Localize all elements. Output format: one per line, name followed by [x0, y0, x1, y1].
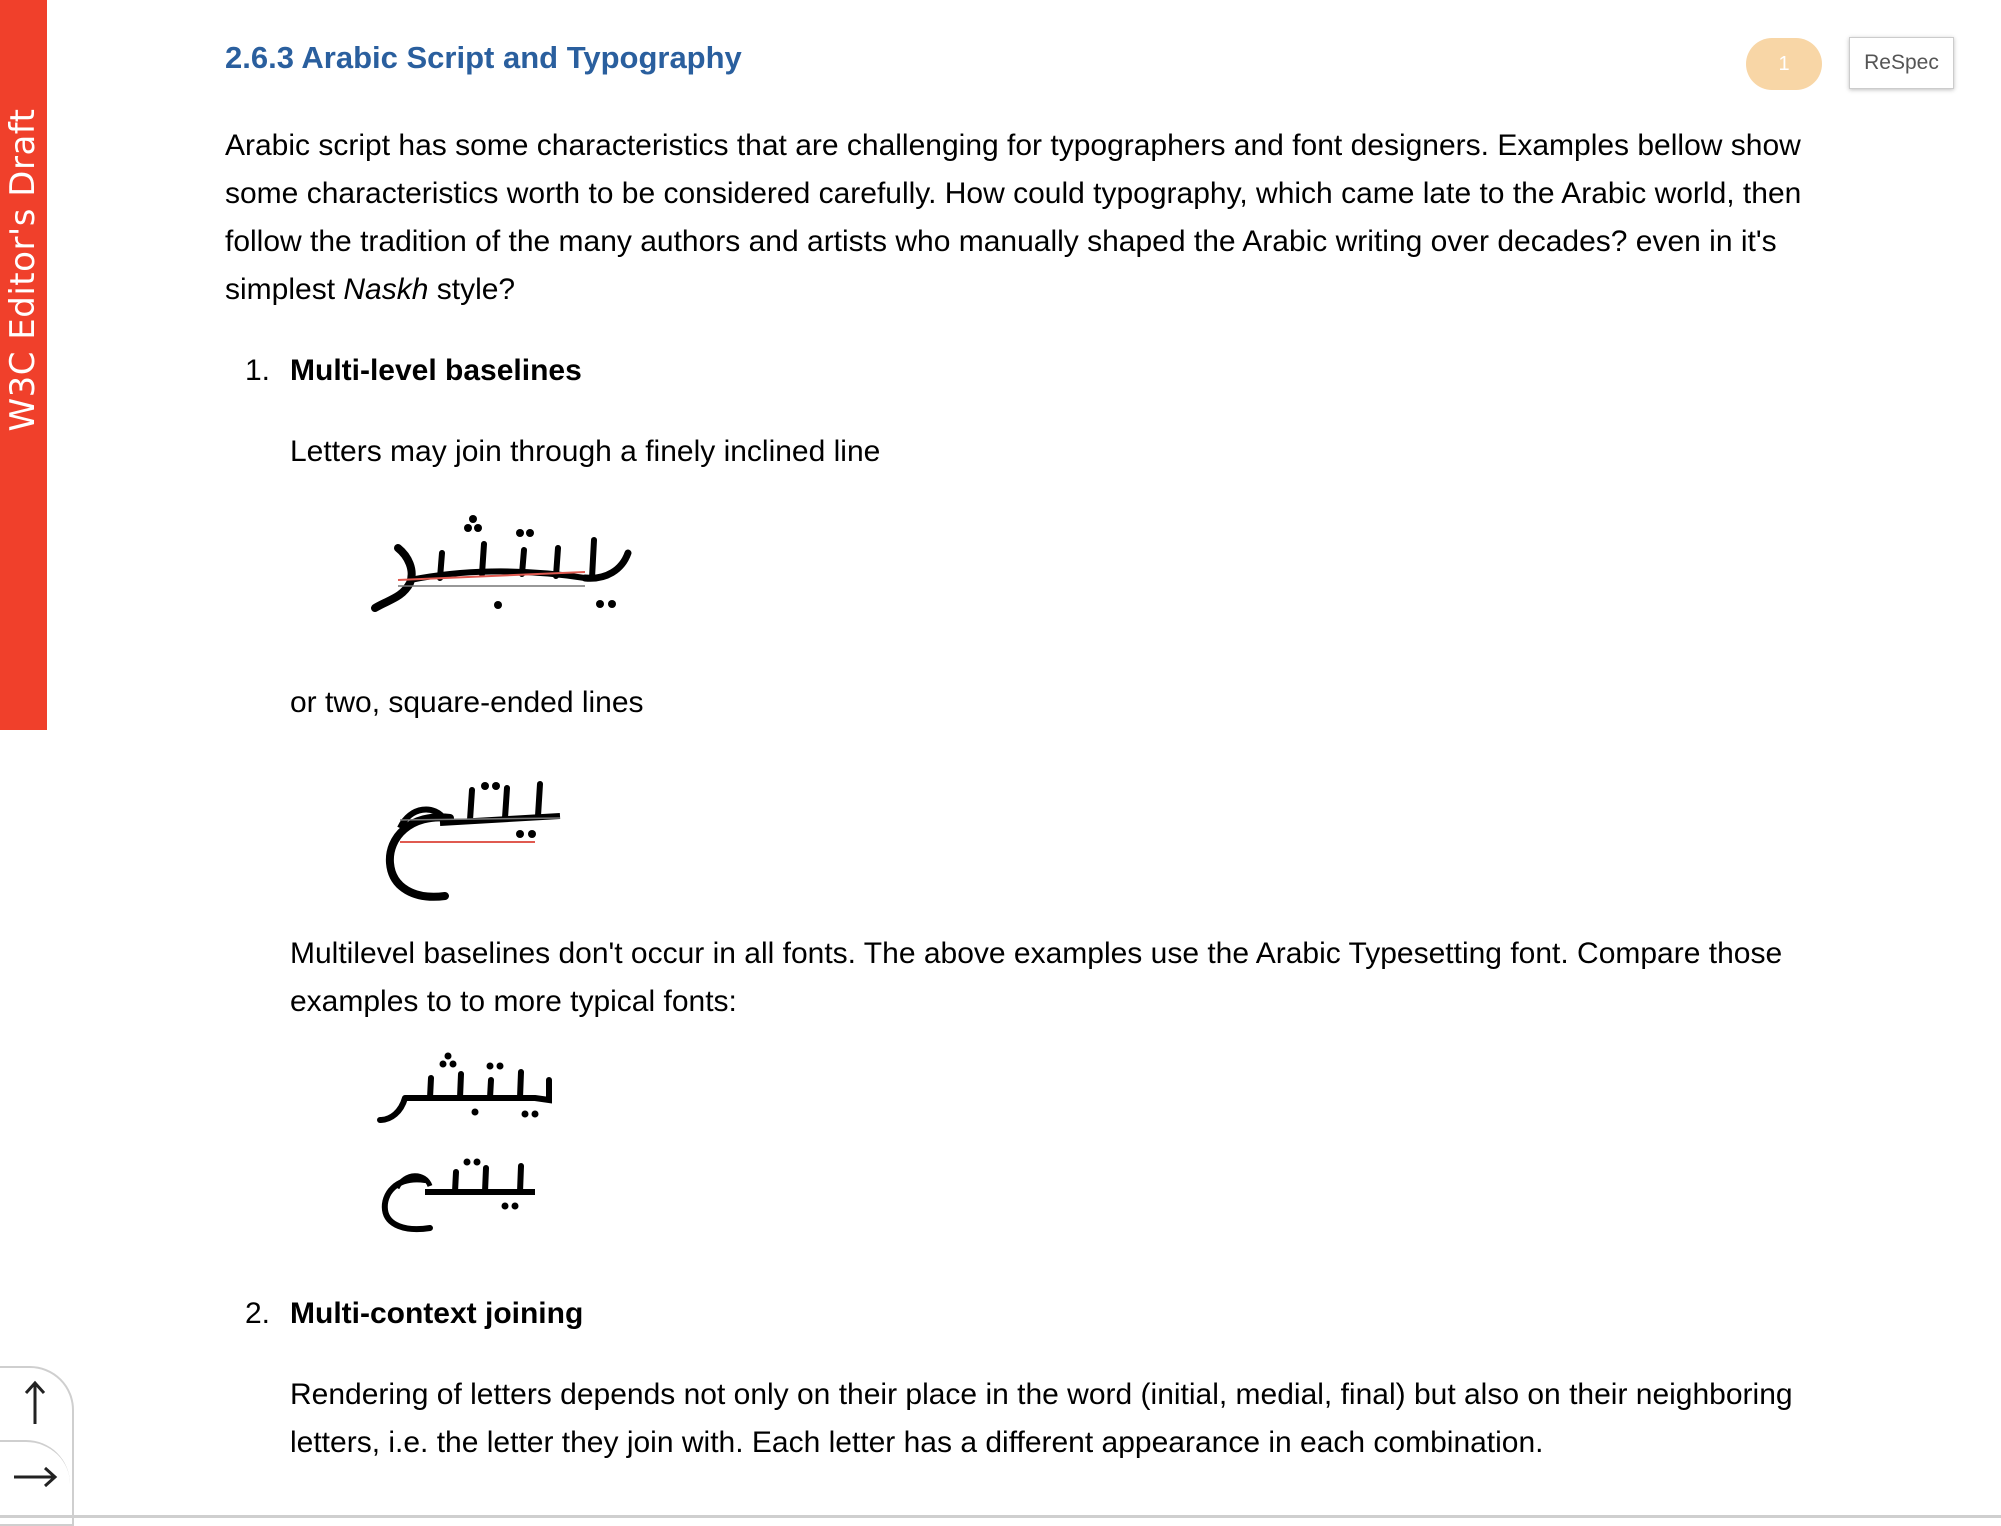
list-title-multi-level-baselines: Multi-level baselines	[290, 354, 582, 387]
ribbon-label: W3C Editor's Draft	[3, 108, 43, 432]
editors-draft-ribbon[interactable]	[0, 0, 47, 730]
item1-paragraph-1: Letters may join through a finely inclined line	[290, 435, 881, 468]
intro-paragraph	[225, 122, 1835, 314]
arabic-typical-fonts-figure	[375, 1050, 565, 1240]
intro-text: Arabic script has some characteristics that are challenging for typographers and font designers. Examples bellow show some characteristics worth to be considered carefully. How could typography, which came late to the Arabic world, then follow the tradition of the many authors and artists who manually shaped the Arabic writing over decades? even in it's simplest	[225, 129, 1802, 306]
list-number-1: 1.	[245, 354, 271, 387]
respec-button[interactable]: ReSpec	[1849, 37, 1954, 89]
back-to-top-button[interactable]	[0, 1368, 70, 1438]
arabic-square-ended-baseline-figure	[370, 768, 570, 908]
item2-paragraph-1: Rendering of letters depends not only on their place in the word (initial, medial, final) but also on their neighboring letters, i.e. the letter they join with. Each letter has a different appearance in each combination.	[290, 1378, 1793, 1459]
list-title-multi-context-joining: Multi-context joining	[290, 1297, 584, 1330]
arrow-up-icon	[20, 1380, 50, 1426]
issue-count-badge[interactable]: 1	[1746, 38, 1822, 90]
arrow-right-icon	[12, 1462, 58, 1492]
toc-toggle-button[interactable]	[0, 1440, 70, 1512]
list-number-2: 2.	[245, 1297, 271, 1330]
item1-paragraph-2: or two, square-ended lines	[290, 686, 644, 719]
section-heading: 2.6.3 Arabic Script and Typography	[225, 40, 742, 75]
nav-controls	[0, 1366, 74, 1526]
intro-text-end: style?	[428, 273, 516, 306]
naskh-term: Naskh	[343, 273, 429, 306]
item1-paragraph-3: Multilevel baselines don't occur in all fonts. The above examples use the Arabic Typesetting font. Compare those examples to to more typical fonts:	[290, 937, 1783, 1018]
arabic-inclined-baseline-figure	[370, 508, 640, 618]
